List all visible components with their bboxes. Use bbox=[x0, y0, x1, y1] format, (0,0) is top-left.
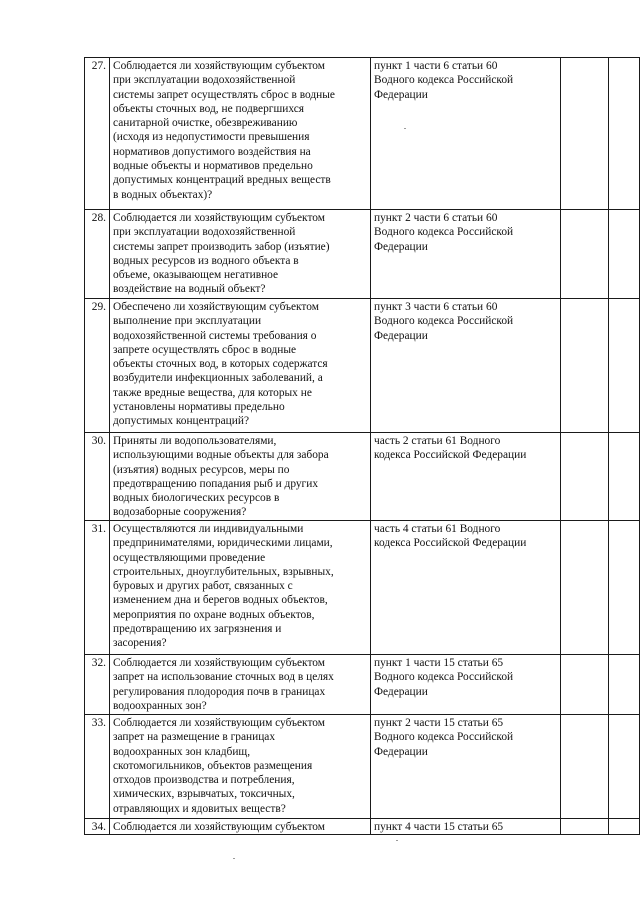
answer-cell bbox=[561, 210, 609, 299]
question-cell: Обеспечено ли хозяйствующим субъектом выполнение при эксплуатации водохозяйственной системы требования о запрете осуществлять сброс в водные объекты сточных вод, в которых содержатся возбудители инфекционных заболеваний, а также вредные вещества, для которых не установлены нормативы предельно допустимых концентраций? bbox=[110, 299, 371, 433]
scan-speck bbox=[404, 128, 406, 129]
question-cell: Соблюдается ли хозяйствующим субъектом запрет на размещение в границах водоохранных зон кладбищ, скотомогильников, объектов размещения отходов производства и потребления, химических, взрывчатых, токсичных, отравляющих и ядовитых веществ? bbox=[110, 715, 371, 819]
answer-cell bbox=[561, 433, 609, 521]
row-number: 32. bbox=[85, 655, 110, 715]
question-cell: Приняты ли водопользователями, использующими водные объекты для забора (изъятия) водных ресурсов, меры по предотвращению попадания рыб и других водных биологических ресурсов в водозаборные сооружения? bbox=[110, 433, 371, 521]
row-number: 29. bbox=[85, 299, 110, 433]
note-cell bbox=[609, 655, 640, 715]
reference-cell: пункт 2 части 15 статьи 65 Водного кодекса Российской Федерации bbox=[371, 715, 561, 819]
scan-speck bbox=[396, 840, 398, 841]
table-row bbox=[85, 655, 640, 715]
question-cell: Соблюдается ли хозяйствующим субъектом bbox=[110, 819, 371, 835]
answer-cell bbox=[561, 299, 609, 433]
note-cell bbox=[609, 521, 640, 655]
reference-cell: пункт 4 части 15 статьи 65 bbox=[371, 819, 561, 835]
reference-cell: часть 2 статьи 61 Водного кодекса Российской Федерации bbox=[371, 433, 561, 521]
row-number: 27. bbox=[85, 58, 110, 210]
table-row bbox=[85, 819, 640, 835]
note-cell bbox=[609, 299, 640, 433]
note-cell bbox=[609, 58, 640, 210]
checklist-table bbox=[84, 57, 640, 835]
question-cell: Соблюдается ли хозяйствующим субъектом при эксплуатации водохозяйственной системы запрет производить забор (изъятие) водных ресурсов из водного объекта в объеме, оказывающем негативное воздействие на водный объект? bbox=[110, 210, 371, 299]
scan-speck bbox=[233, 858, 235, 859]
answer-cell bbox=[561, 819, 609, 835]
question-cell: Осуществляются ли индивидуальными предпринимателями, юридическими лицами, осуществляющими проведение строительных, дноуглубительных, взрывных, буровых и других работ, связанных с изменением дна и берегов водных объектов, мероприятия по охране водных объектов, предотвращению их загрязнения и засорения? bbox=[110, 521, 371, 655]
answer-cell bbox=[561, 521, 609, 655]
note-cell bbox=[609, 433, 640, 521]
row-number: 28. bbox=[85, 210, 110, 299]
reference-cell: пункт 1 части 6 статьи 60 Водного кодекса Российской Федерации bbox=[371, 58, 561, 210]
answer-cell bbox=[561, 655, 609, 715]
reference-cell: пункт 3 части 6 статьи 60 Водного кодекса Российской Федерации bbox=[371, 299, 561, 433]
table-row bbox=[85, 210, 640, 299]
note-cell bbox=[609, 819, 640, 835]
reference-cell: пункт 2 части 6 статьи 60 Водного кодекса Российской Федерации bbox=[371, 210, 561, 299]
row-number: 31. bbox=[85, 521, 110, 655]
answer-cell bbox=[561, 58, 609, 210]
table-row bbox=[85, 715, 640, 819]
table-row bbox=[85, 433, 640, 521]
row-number: 30. bbox=[85, 433, 110, 521]
answer-cell bbox=[561, 715, 609, 819]
question-cell: Соблюдается ли хозяйствующим субъектом запрет на использование сточных вод в целях регулирования плодородия почв в границах водоохранных зон? bbox=[110, 655, 371, 715]
table-row bbox=[85, 58, 640, 210]
row-number: 34. bbox=[85, 819, 110, 835]
note-cell bbox=[609, 210, 640, 299]
row-number: 33. bbox=[85, 715, 110, 819]
reference-cell: часть 4 статьи 61 Водного кодекса Российской Федерации bbox=[371, 521, 561, 655]
reference-cell: пункт 1 части 15 статьи 65 Водного кодекса Российской Федерации bbox=[371, 655, 561, 715]
table-row bbox=[85, 521, 640, 655]
table-row bbox=[85, 299, 640, 433]
question-cell: Соблюдается ли хозяйствующим субъектом при эксплуатации водохозяйственной системы запрет осуществлять сброс в водные объекты сточных вод, не подвергшихся санитарной очистке, обезвреживанию (исходя из недопустимости превышения нормативов допустимого воздействия на водные объекты и нормативов предельно допустимых концентраций вредных веществ в водных объектах)? bbox=[110, 58, 371, 210]
note-cell bbox=[609, 715, 640, 819]
